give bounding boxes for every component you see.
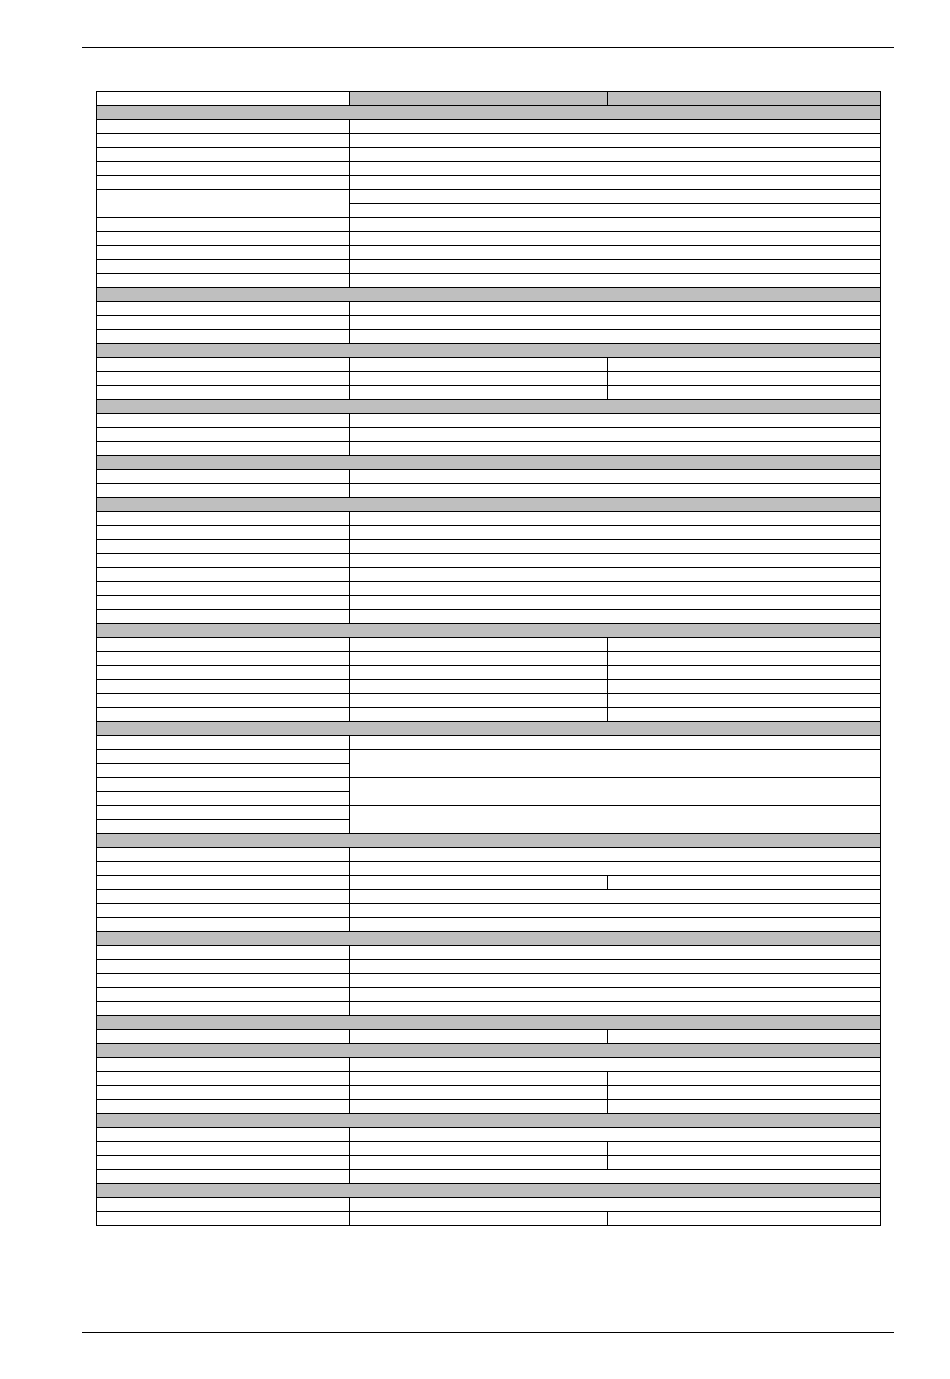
table-row xyxy=(97,890,881,904)
row-value-cell xyxy=(350,190,881,204)
row-label-cell xyxy=(97,274,350,288)
row-value-cell-merged xyxy=(350,778,881,806)
row-label-cell xyxy=(97,974,350,988)
row-value-cell xyxy=(350,974,881,988)
row-value-cell-b xyxy=(608,1156,881,1170)
section-header-cell xyxy=(97,456,881,470)
row-value-cell-a xyxy=(350,652,608,666)
row-value-cell-b xyxy=(608,358,881,372)
table-row xyxy=(97,666,881,680)
row-label-cell xyxy=(97,568,350,582)
row-value-cell xyxy=(350,512,881,526)
row-label-cell xyxy=(97,1002,350,1016)
table-row xyxy=(97,750,881,764)
table-row xyxy=(97,1058,881,1072)
table-row xyxy=(97,274,881,288)
table-body xyxy=(97,92,881,1226)
section-header-row xyxy=(97,498,881,512)
row-value-cell xyxy=(350,554,881,568)
section-header-row xyxy=(97,106,881,120)
row-label-cell xyxy=(97,890,350,904)
specification-table xyxy=(96,91,881,1226)
row-value-cell xyxy=(350,1128,881,1142)
row-value-cell xyxy=(350,120,881,134)
row-label-cell xyxy=(97,1030,350,1044)
row-label-cell xyxy=(97,1198,350,1212)
table-row xyxy=(97,806,881,820)
row-label-cell xyxy=(97,1170,350,1184)
row-label-cell xyxy=(97,1142,350,1156)
table-header-row xyxy=(97,92,881,106)
row-value-cell xyxy=(350,176,881,190)
row-label-cell xyxy=(97,232,350,246)
row-label-cell xyxy=(97,918,350,932)
row-value-cell-a xyxy=(350,1072,608,1086)
table-row xyxy=(97,1002,881,1016)
table-row xyxy=(97,148,881,162)
table-row xyxy=(97,596,881,610)
row-label-cell xyxy=(97,764,350,778)
row-value-cell-a xyxy=(350,1142,608,1156)
table-row xyxy=(97,918,881,932)
footer-rule xyxy=(82,1332,894,1333)
row-value-cell-b xyxy=(608,1072,881,1086)
row-label-cell xyxy=(97,988,350,1002)
section-header-cell xyxy=(97,498,881,512)
row-value-cell-b xyxy=(608,652,881,666)
section-header-row xyxy=(97,1184,881,1198)
section-header-row xyxy=(97,1114,881,1128)
row-label-cell xyxy=(97,190,350,218)
table-row xyxy=(97,568,881,582)
row-label-cell xyxy=(97,792,350,806)
row-value-cell xyxy=(350,1198,881,1212)
row-value-cell xyxy=(350,232,881,246)
table-row xyxy=(97,526,881,540)
row-value-cell xyxy=(350,736,881,750)
row-value-cell-a xyxy=(350,1100,608,1114)
table-row xyxy=(97,1072,881,1086)
row-label-cell xyxy=(97,596,350,610)
row-label-cell xyxy=(97,428,350,442)
section-header-row xyxy=(97,400,881,414)
section-header-cell xyxy=(97,400,881,414)
section-header-cell xyxy=(97,1016,881,1030)
section-header-row xyxy=(97,1016,881,1030)
row-value-cell-a xyxy=(350,1030,608,1044)
row-label-cell xyxy=(97,708,350,722)
table-row xyxy=(97,1086,881,1100)
row-value-cell-b xyxy=(608,1212,881,1226)
row-label-cell xyxy=(97,554,350,568)
table-row xyxy=(97,470,881,484)
section-header-row xyxy=(97,288,881,302)
row-label-cell xyxy=(97,176,350,190)
row-label-cell xyxy=(97,512,350,526)
section-header-row xyxy=(97,456,881,470)
section-header-cell xyxy=(97,106,881,120)
table-row xyxy=(97,302,881,316)
row-value-cell xyxy=(350,540,881,554)
section-header-row xyxy=(97,624,881,638)
row-value-cell xyxy=(350,1170,881,1184)
section-header-row xyxy=(97,932,881,946)
row-value-cell xyxy=(350,890,881,904)
row-label-cell xyxy=(97,218,350,232)
section-header-row xyxy=(97,722,881,736)
header-cell-col2 xyxy=(350,92,608,106)
row-value-cell xyxy=(350,988,881,1002)
table-row xyxy=(97,946,881,960)
row-value-cell xyxy=(350,316,881,330)
table-row xyxy=(97,680,881,694)
row-label-cell xyxy=(97,358,350,372)
section-header-cell xyxy=(97,932,881,946)
table-row xyxy=(97,708,881,722)
section-header-row xyxy=(97,834,881,848)
table-row xyxy=(97,442,881,456)
row-value-cell xyxy=(350,1002,881,1016)
row-label-cell xyxy=(97,386,350,400)
row-label-cell xyxy=(97,316,350,330)
row-value-cell xyxy=(350,246,881,260)
table-row xyxy=(97,386,881,400)
row-value-cell xyxy=(350,848,881,862)
row-label-cell xyxy=(97,666,350,680)
row-label-cell xyxy=(97,470,350,484)
table-row xyxy=(97,736,881,750)
table-row xyxy=(97,582,881,596)
row-label-cell xyxy=(97,778,350,792)
table-row xyxy=(97,848,881,862)
row-label-cell xyxy=(97,134,350,148)
row-label-cell xyxy=(97,652,350,666)
table-row xyxy=(97,358,881,372)
row-value-cell xyxy=(350,442,881,456)
row-label-cell xyxy=(97,960,350,974)
row-value-cell xyxy=(350,414,881,428)
row-value-cell-merged xyxy=(350,806,881,834)
row-value-cell xyxy=(350,260,881,274)
table-row xyxy=(97,960,881,974)
row-label-cell xyxy=(97,862,350,876)
row-label-cell xyxy=(97,1086,350,1100)
row-label-cell xyxy=(97,694,350,708)
row-label-cell xyxy=(97,414,350,428)
row-value-cell-a xyxy=(350,708,608,722)
row-value-cell xyxy=(350,218,881,232)
row-value-cell-b xyxy=(608,1142,881,1156)
table-row xyxy=(97,190,881,204)
row-label-cell xyxy=(97,1072,350,1086)
section-header-cell xyxy=(97,344,881,358)
row-value-cell xyxy=(350,1058,881,1072)
row-value-cell xyxy=(350,568,881,582)
table-row xyxy=(97,260,881,274)
table-row xyxy=(97,246,881,260)
row-label-cell xyxy=(97,246,350,260)
row-value-cell xyxy=(350,582,881,596)
row-value-cell xyxy=(350,204,881,218)
row-value-cell-b xyxy=(608,1086,881,1100)
row-label-cell xyxy=(97,820,350,834)
table-row xyxy=(97,554,881,568)
row-label-cell xyxy=(97,442,350,456)
section-header-cell xyxy=(97,288,881,302)
table-row xyxy=(97,988,881,1002)
section-header-cell xyxy=(97,834,881,848)
row-value-cell-b xyxy=(608,372,881,386)
table-row xyxy=(97,330,881,344)
row-value-cell-a xyxy=(350,372,608,386)
row-label-cell xyxy=(97,1156,350,1170)
table-row xyxy=(97,610,881,624)
row-value-cell xyxy=(350,330,881,344)
row-value-cell-b xyxy=(608,876,881,890)
row-value-cell-a xyxy=(350,694,608,708)
row-label-cell xyxy=(97,526,350,540)
row-label-cell xyxy=(97,848,350,862)
row-label-cell xyxy=(97,260,350,274)
row-value-cell xyxy=(350,862,881,876)
row-value-cell-b xyxy=(608,694,881,708)
row-label-cell xyxy=(97,610,350,624)
row-value-cell-b xyxy=(608,386,881,400)
row-value-cell-a xyxy=(350,1212,608,1226)
row-label-cell xyxy=(97,162,350,176)
table-row xyxy=(97,652,881,666)
row-value-cell-a xyxy=(350,680,608,694)
table-row xyxy=(97,1156,881,1170)
row-label-cell xyxy=(97,540,350,554)
row-value-cell xyxy=(350,428,881,442)
table-row xyxy=(97,372,881,386)
row-value-cell-a xyxy=(350,876,608,890)
row-value-cell-b xyxy=(608,666,881,680)
row-value-cell-b xyxy=(608,708,881,722)
table-row xyxy=(97,512,881,526)
row-value-cell xyxy=(350,960,881,974)
row-value-cell xyxy=(350,302,881,316)
table-row xyxy=(97,232,881,246)
row-value-cell xyxy=(350,904,881,918)
header-cell-label xyxy=(97,92,350,106)
table-row xyxy=(97,1030,881,1044)
row-value-cell-a xyxy=(350,1156,608,1170)
table-row xyxy=(97,414,881,428)
row-value-cell-merged xyxy=(350,750,881,778)
table-row xyxy=(97,778,881,792)
row-label-cell xyxy=(97,904,350,918)
row-label-cell xyxy=(97,876,350,890)
section-header-row xyxy=(97,1044,881,1058)
row-value-cell xyxy=(350,918,881,932)
row-label-cell xyxy=(97,120,350,134)
row-label-cell xyxy=(97,1100,350,1114)
row-label-cell xyxy=(97,330,350,344)
row-label-cell xyxy=(97,302,350,316)
table-row xyxy=(97,484,881,498)
section-header-cell xyxy=(97,722,881,736)
row-label-cell xyxy=(97,680,350,694)
table-row xyxy=(97,974,881,988)
table-row xyxy=(97,904,881,918)
table-row xyxy=(97,1170,881,1184)
section-header-cell xyxy=(97,1044,881,1058)
row-label-cell xyxy=(97,1128,350,1142)
row-label-cell xyxy=(97,638,350,652)
table-row xyxy=(97,134,881,148)
row-value-cell xyxy=(350,610,881,624)
table-row xyxy=(97,876,881,890)
row-label-cell xyxy=(97,484,350,498)
section-header-cell xyxy=(97,624,881,638)
header-cell-col3 xyxy=(608,92,881,106)
row-label-cell xyxy=(97,750,350,764)
row-value-cell xyxy=(350,134,881,148)
table-row xyxy=(97,1100,881,1114)
section-header-row xyxy=(97,344,881,358)
row-label-cell xyxy=(97,1058,350,1072)
row-value-cell xyxy=(350,484,881,498)
row-label-cell xyxy=(97,806,350,820)
section-header-cell xyxy=(97,1114,881,1128)
table-row xyxy=(97,540,881,554)
row-value-cell-b xyxy=(608,638,881,652)
table-row xyxy=(97,1212,881,1226)
row-label-cell xyxy=(97,372,350,386)
row-value-cell-a xyxy=(350,386,608,400)
row-label-cell xyxy=(97,736,350,750)
row-value-cell-b xyxy=(608,1030,881,1044)
header-rule xyxy=(82,47,894,48)
table-row xyxy=(97,428,881,442)
row-label-cell xyxy=(97,1212,350,1226)
row-value-cell xyxy=(350,946,881,960)
row-label-cell xyxy=(97,946,350,960)
section-header-cell xyxy=(97,1184,881,1198)
row-value-cell xyxy=(350,162,881,176)
table-row xyxy=(97,120,881,134)
table-row xyxy=(97,862,881,876)
row-label-cell xyxy=(97,582,350,596)
table-row xyxy=(97,1128,881,1142)
table-row xyxy=(97,316,881,330)
table-row xyxy=(97,1142,881,1156)
row-value-cell-b xyxy=(608,680,881,694)
row-value-cell xyxy=(350,526,881,540)
table-row xyxy=(97,694,881,708)
row-value-cell xyxy=(350,148,881,162)
table-row xyxy=(97,162,881,176)
table-row xyxy=(97,1198,881,1212)
row-value-cell xyxy=(350,596,881,610)
row-value-cell-a xyxy=(350,1086,608,1100)
row-value-cell xyxy=(350,274,881,288)
row-value-cell-b xyxy=(608,1100,881,1114)
row-value-cell-a xyxy=(350,666,608,680)
row-value-cell-a xyxy=(350,638,608,652)
row-value-cell-a xyxy=(350,358,608,372)
table-row xyxy=(97,638,881,652)
table-row xyxy=(97,176,881,190)
table-row xyxy=(97,218,881,232)
row-label-cell xyxy=(97,148,350,162)
row-value-cell xyxy=(350,470,881,484)
